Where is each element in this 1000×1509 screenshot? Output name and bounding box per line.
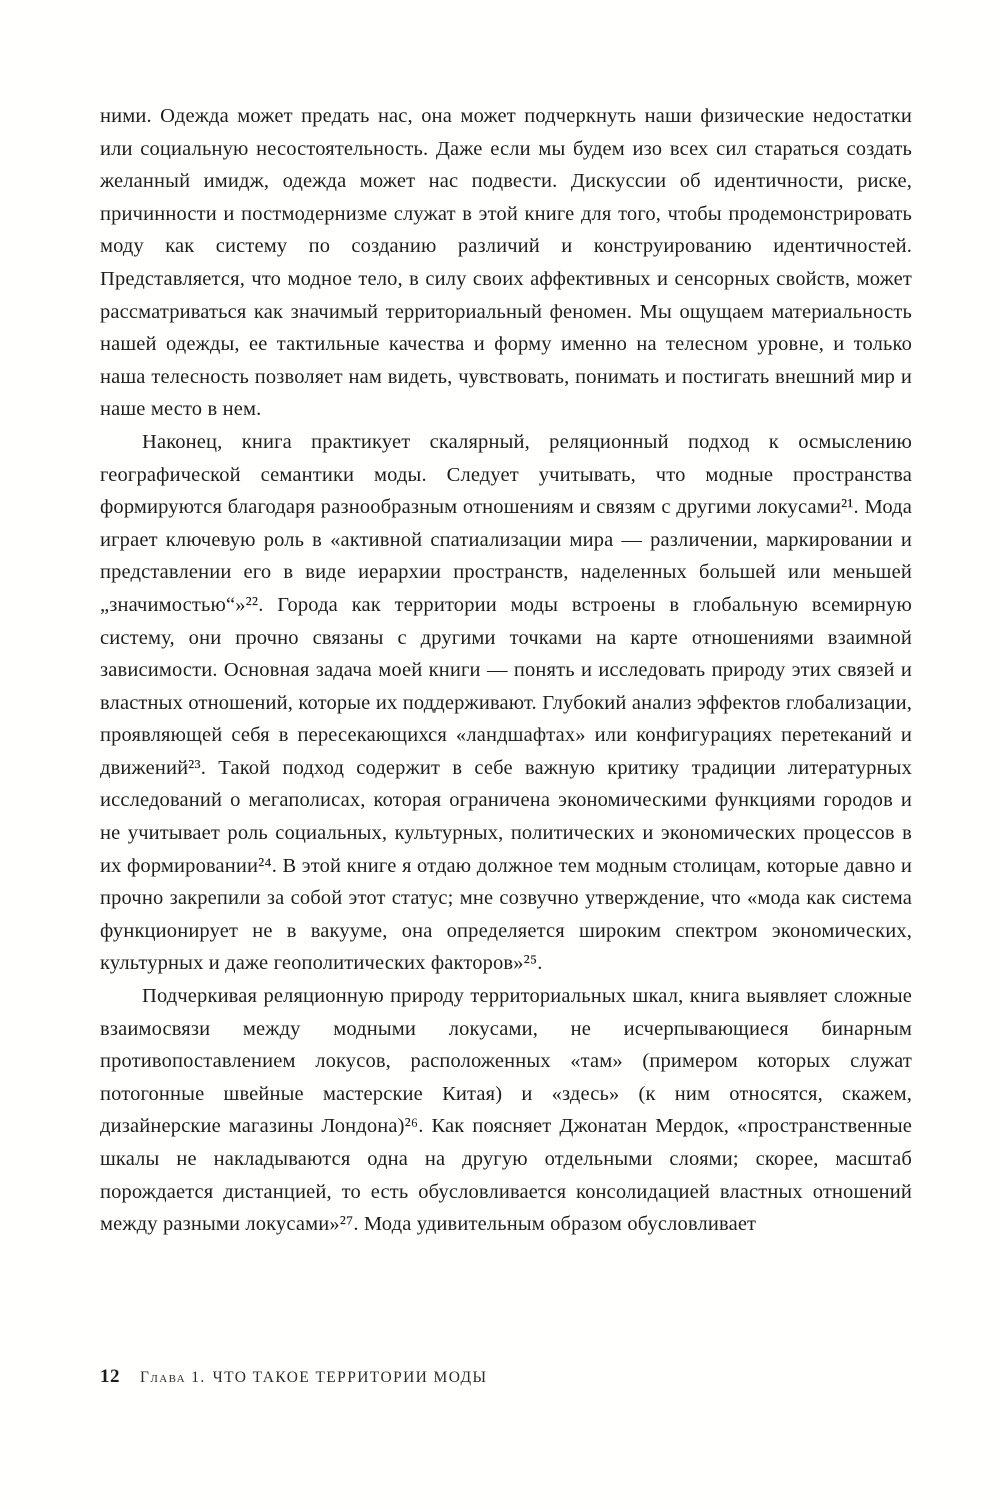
- running-title: [140, 1369, 487, 1387]
- body-paragraph: Подчеркивая реляционную природу территориальных шкал, книга выявляет сложные взаимосвязи между модными локусами, не исчерпывающиеся бинарным противопоставлением локусов, расположенных «там» (примером которых служат потогонные швейные мастерские Китая) и «здесь» (к ним относятся, скажем, дизайнерские магазины Лондона)²⁶. Как поясняет Джонатан Мердок, «пространственные шкалы не накладываются одна на другую отдельными слоями; скорее, масштаб порождается дистанцией, то есть обусловливается консолидацией властных отношений между разными локусами»²⁷. Мода удивительным образом обусловливает: [100, 985, 912, 1236]
- page-text: [100, 100, 912, 1241]
- page-number: 12: [100, 1366, 120, 1387]
- chapter-title: ЧТО ТАКОЕ ТЕРРИТОРИИ МОДЫ: [212, 1369, 488, 1386]
- body-paragraph: ними. Одежда может предать нас, она может подчеркнуть наши физические недостатки или социальную несостоятельность. Даже если мы будем изо всех сил стараться создать желанный имидж, одежда может нас подвести. Дискуссии об идентичности, риске, причинности и постмодернизме служат в этой книге для того, чтобы продемонстрировать моду как систему по созданию различий и конструированию идентичностей. Представляется, что модное тело, в силу своих аффективных и сенсорных свойств, может рассматриваться как значимый территориальный феномен. Мы ощущаем материальность нашей одежды, ее тактильные качества и форму именно на телесном уровне, и только наша телесность позволяет нам видеть, чувствовать, понимать и постигать внешний мир и наше место в нем.: [100, 105, 912, 421]
- body-paragraph: Наконец, книга практикует скалярный, реляционный подход к осмыслению географической семантики моды. Следует учитывать, что модные пространства формируются благодаря разнообразным отношениям и связям с другими локусами²¹. Мода играет ключевую роль в «активной спатиализации мира — различении, маркировании и представлении его в виде иерархии пространств, наделенных большей или меньшей „значимостью“»²². Города как территории моды встроены в глобальную всемирную систему, они прочно связаны с другими точками на карте отношениями взаимной зависимости. Основная задача моей книги — понять и исследовать природу этих связей и властных отношений, которые их поддерживают. Глубокий анализ эффектов глобализации, проявляющей себя в пересекающихся «ландшафтах» или конфигурациях перетеканий и движений²³. Такой подход содержит в себе важную критику традиции литературных исследований о мегаполисах, которая ограничена экономическими функциями городов и не учитывает роль социальных, культурных, политических и экономических процессов в их формировании²⁴. В этой книге я отдаю должное тем модным столицам, которые давно и прочно закрепили за собой этот статус; мне созвучно утверждение, что «мода как система функционирует не в вакууме, она определяется широким спектром экономических, культурных и даже геополитических факторов»²⁵.: [100, 430, 912, 975]
- chapter-label: Глава 1.: [140, 1369, 206, 1386]
- page-footer: [100, 1366, 487, 1388]
